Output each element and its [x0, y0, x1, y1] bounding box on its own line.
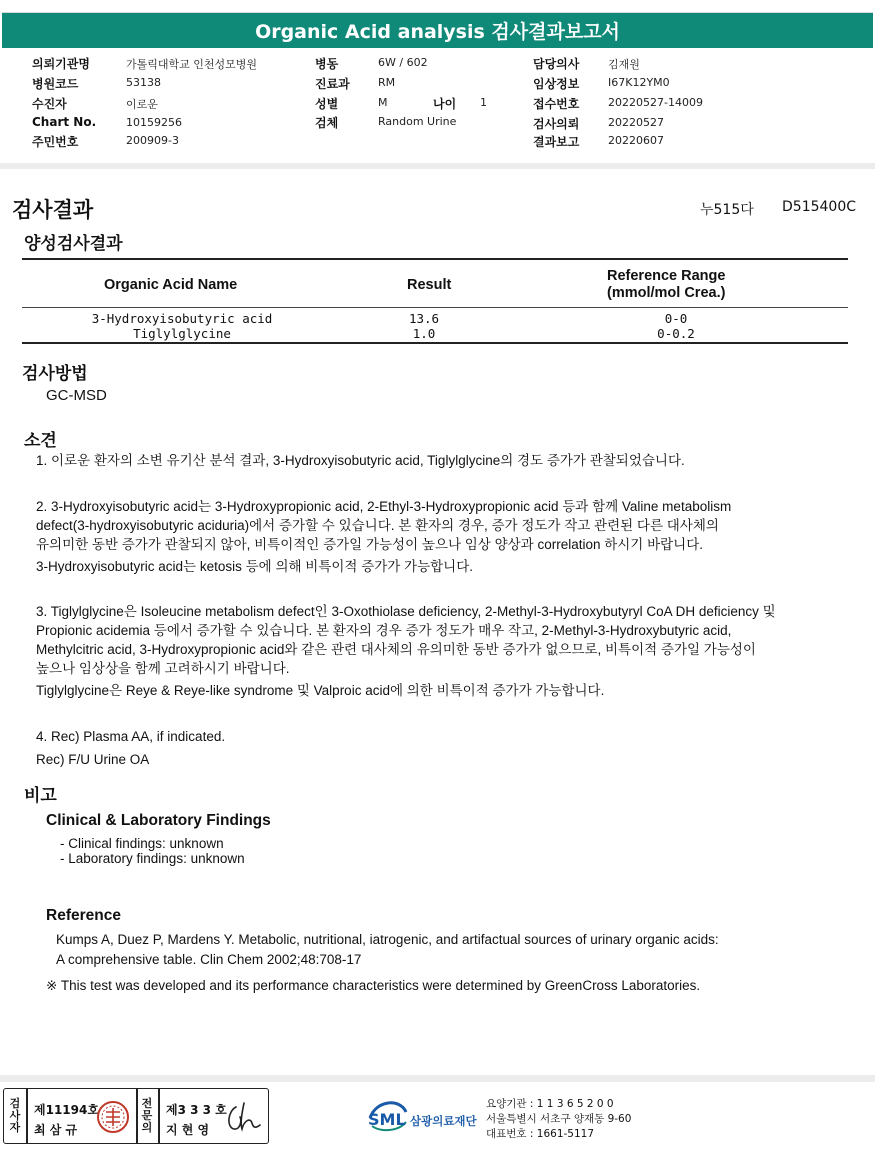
column-header-name: Organic Acid Name [104, 277, 238, 293]
info-row [32, 75, 78, 92]
result-code-2: D515400C [782, 199, 856, 215]
column-header-range: Reference Range [607, 268, 726, 284]
info-row [32, 95, 67, 112]
column-header-units: (mmol/mol Crea.) [607, 285, 726, 301]
info-label: 임상정보 [533, 77, 580, 91]
finding-line: Propionic acidemia 등에서 증가할 수 있습니다. 본 환자의 경우 증가 정도가 매우 작고, 2-Methyl-3-Hydroxybutyric acid, [36, 623, 732, 638]
finding-line: 2. 3-Hydroxyisobutyric acid는 3-Hydroxypropionic acid, 2-Ethyl-3-Hydroxypropionic acid 등과 함께 Valine metabolism [36, 499, 732, 514]
finding-paragraph-4 [36, 727, 225, 769]
doctor-label-char: 의 [141, 1121, 153, 1134]
cell-range: 0-0.2 [657, 326, 695, 341]
table-bottom-rule [22, 342, 848, 344]
info-value: 이로운 [126, 98, 158, 111]
column-header-result: Result [407, 277, 452, 293]
findings-heading: 소견 [24, 431, 57, 451]
info-label: 수진자 [32, 97, 67, 111]
doctor-signature [222, 1097, 266, 1137]
info-value: 가톨릭대학교 인천성모병원 [126, 58, 258, 71]
signature-box [3, 1088, 269, 1144]
reference-line: Kumps A, Duez P, Mardens Y. Metabolic, nutritional, iatrogenic, and artifactual sources of urinary organic acids: [56, 932, 719, 947]
age-label: 나이 [433, 97, 457, 111]
list-item: - Laboratory findings: unknown [60, 851, 245, 866]
info-value: 김재원 [608, 58, 640, 71]
finding-line: Tiglylglycine은 Reye & Reye-like syndrome 및 Valproic acid에 의한 비특이적 증가가 가능합니다. [36, 683, 605, 698]
list-item: - Clinical findings: unknown [60, 836, 224, 851]
info-value: 20220527 [608, 116, 664, 129]
info-value: 6W / 602 [378, 56, 428, 69]
org-info [486, 1097, 631, 1142]
report-title: Organic Acid analysis 검사결과보고서 [255, 21, 620, 43]
finding-line: 3-Hydroxyisobutyric acid는 ketosis 등에 의해 비특이적 증가가 가능합니다. [36, 559, 474, 574]
doctor-license-no: 제3 3 3 호 [166, 1103, 227, 1117]
reference-heading: Reference [46, 907, 121, 924]
info-label: 병동 [315, 57, 339, 71]
examiner-label-char: 사 [9, 1109, 21, 1122]
org-name: 삼광의료재단 [410, 1114, 477, 1128]
finding-paragraph-2 [36, 497, 731, 576]
info-label: 의뢰기관명 [32, 57, 90, 71]
divider [26, 1089, 28, 1143]
header-divider [0, 163, 875, 169]
examiner-seal [96, 1100, 130, 1134]
table-header-rule [22, 307, 848, 308]
org-info-line: 서울특별시 서초구 양재동 9-60 [486, 1113, 632, 1125]
table-top-rule [22, 258, 848, 260]
info-value: 20220607 [608, 134, 664, 147]
info-label: 진료과 [315, 77, 350, 91]
info-value: M [378, 96, 388, 109]
org-info-line: 요양기관 : 1 1 3 6 5 2 0 0 [486, 1098, 614, 1110]
report-title-bar [2, 12, 873, 48]
cell-name: Tiglylglycine [133, 326, 231, 341]
doctor-label-char: 문 [141, 1109, 153, 1122]
divider [136, 1089, 138, 1143]
footer-divider [0, 1075, 875, 1082]
info-value: 10159256 [126, 116, 182, 129]
method-value: GC-MSD [46, 387, 107, 404]
info-label: 결과보고 [533, 135, 580, 149]
info-label: 병원코드 [32, 77, 79, 91]
disclaimer: ※ This test was developed and its performance characteristics were determined by GreenCross Laboratories. [46, 978, 701, 993]
info-label: 검사의뢰 [533, 117, 580, 131]
finding-line: 3. Tiglylglycine은 Isoleucine metabolism defect인 3-Oxothiolase deficiency, 2-Methyl-3-Hydroxybutyryl CoA DH deficiency 및 [36, 604, 776, 619]
info-label: 성별 [315, 97, 339, 111]
examiner-name: 최 삼 규 [34, 1123, 78, 1137]
info-value: 200909-3 [126, 134, 179, 147]
doctor-name: 지 현 영 [166, 1123, 210, 1137]
info-value: 20220527-14009 [608, 96, 703, 109]
finding-line: defect(3-hydroxyisobutyric aciduria)에서 증가할 수 있습니다. 본 환자의 경우, 증가 정도가 작고 관련된 다른 대사체의 [36, 518, 719, 533]
info-label: 검체 [315, 116, 339, 130]
clinical-findings-list [60, 836, 245, 866]
cell-name: 3-Hydroxyisobutyric acid [91, 311, 273, 326]
info-label: 담당의사 [533, 57, 580, 71]
method-heading: 검사방법 [22, 364, 88, 384]
reference-text [56, 930, 719, 970]
org-info-line: 대표번호 : 1661-5117 [486, 1128, 595, 1140]
results-heading: 검사결과 [12, 198, 94, 222]
info-value: Random Urine [378, 115, 457, 128]
info-value: RM [378, 76, 396, 89]
cell-range: 0-0 [664, 311, 688, 326]
positive-results-heading: 양성검사결과 [24, 234, 123, 254]
examiner-label-char: 검 [9, 1097, 21, 1110]
remarks-heading: 비고 [24, 786, 57, 806]
finding-line: Rec) F/U Urine OA [36, 752, 150, 767]
examiner-label-char: 자 [9, 1121, 21, 1134]
age-value: 1 [480, 96, 487, 109]
finding-line: 유의미한 동반 증가가 관찰되지 않아, 비특이적인 증가일 가능성이 높으나 임상 양상과 correlation 하시기 바랍니다. [36, 537, 704, 552]
finding-line: 4. Rec) Plasma AA, if indicated. [36, 729, 226, 744]
logo-text: SML [368, 1110, 406, 1129]
finding-paragraph-3 [36, 602, 776, 700]
divider [158, 1089, 160, 1143]
info-value: 53138 [126, 76, 161, 89]
info-label: Chart No. [32, 115, 97, 129]
finding-line: Methylcitric acid, 3-Hydroxypropionic acid와 같은 관련 대사체의 유의미한 동반 증가가 없으므로, 비특이적 증가일 가능성이 [36, 642, 756, 657]
info-label: 접수번호 [533, 97, 580, 111]
clinical-findings-heading: Clinical & Laboratory Findings [46, 812, 271, 829]
finding-line: 높으나 임상상을 함께 고려하시기 바랍니다. [36, 661, 290, 676]
cell-result: 1.0 [412, 326, 436, 341]
info-value: I67K12YM0 [608, 76, 670, 89]
info-row [32, 55, 90, 72]
info-label: 주민번호 [32, 135, 79, 149]
info-row [32, 115, 96, 129]
finding-paragraph-1: 1. 이로운 환자의 소변 유기산 분석 결과, 3-Hydroxyisobutyric acid, Tiglylglycine의 경도 증가가 관찰되었습니다. [36, 453, 685, 468]
examiner-license-no: 제11194호 [34, 1103, 99, 1117]
doctor-label-char: 전 [141, 1097, 153, 1110]
result-code-1: 누515다 [700, 202, 754, 218]
cell-result: 13.6 [408, 311, 440, 326]
reference-line: A comprehensive table. Clin Chem 2002;48:708-17 [56, 952, 362, 967]
info-row [32, 133, 78, 150]
